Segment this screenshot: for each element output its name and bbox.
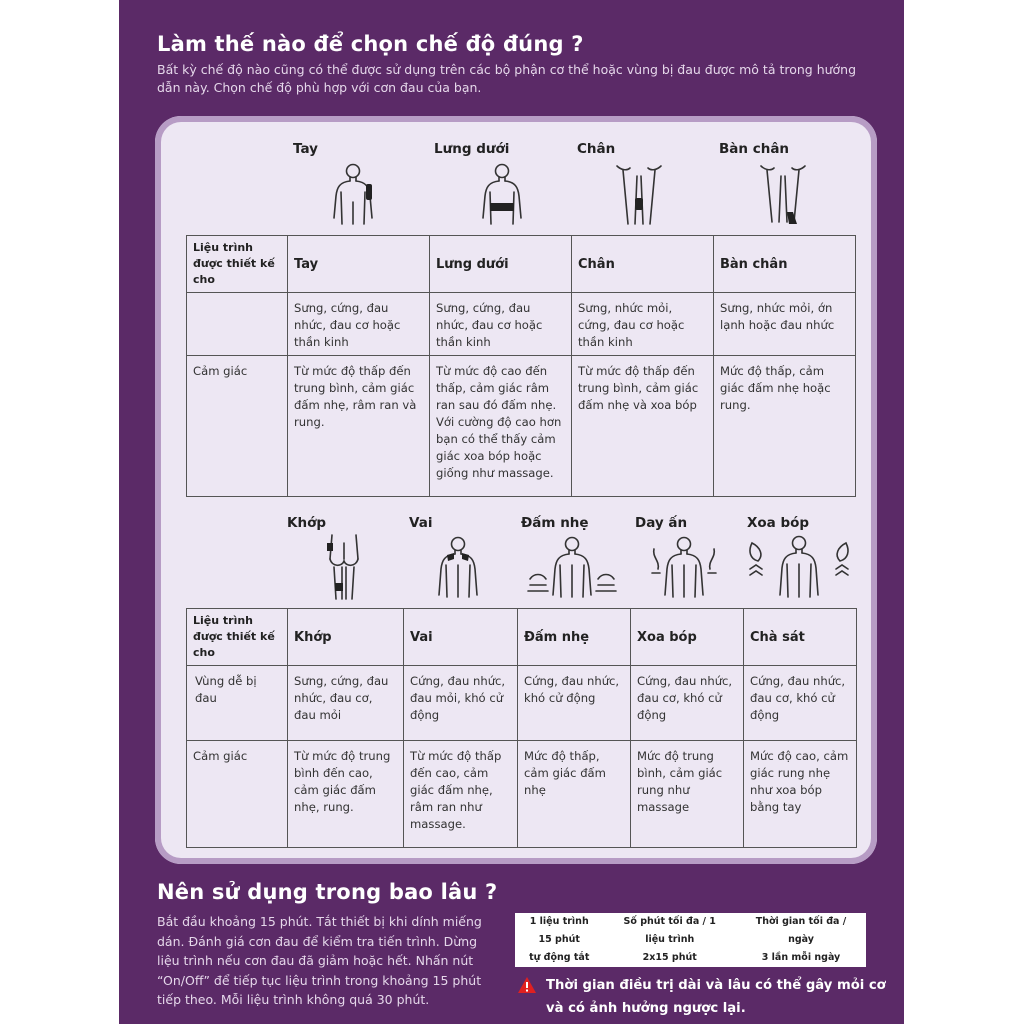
table-cell: Cứng, đau nhức, đau cơ, khó cử động <box>631 666 744 741</box>
table-row <box>515 949 866 967</box>
table-cell: Từ mức độ thấp đến cao, cảm giác đấm nhẹ, râm ran như massage. <box>404 741 518 848</box>
table-row <box>187 666 857 741</box>
figure-label-lung-duoi: Lưng dưới <box>434 141 510 157</box>
column-header: Bàn chân <box>714 236 856 293</box>
figure-label-dam-nhe: Đấm nhẹ <box>521 515 589 531</box>
timing-table <box>515 913 866 967</box>
section-title-duration: Nên sử dụng trong bao lâu ? <box>157 880 498 904</box>
table-row <box>515 913 866 931</box>
column-header: Chà sát <box>744 609 857 666</box>
table-cell: Từ mức độ thấp đến trung bình, cảm giác đấm nhẹ, râm ran và rung. <box>288 356 430 497</box>
mode-table-1 <box>186 235 856 497</box>
column-header: Tay <box>288 236 430 293</box>
foot-body-icon <box>759 162 807 228</box>
table-cell: Mức độ trung bình, cảm giác rung như massage <box>631 741 744 848</box>
table-row <box>187 741 857 848</box>
table-cell: Mức độ cao, cảm giác rung nhẹ như xoa bóp bằng tay <box>744 741 857 848</box>
intro-text: Bất kỳ chế độ nào cũng có thể được sử dụng trên các bộ phận cơ thể hoặc vùng bị đau được mô tả trong hướng dẫn này. Chọn chế độ phù hợp với cơn đau của bạn. <box>157 62 857 95</box>
figure-label-tay: Tay <box>293 141 318 157</box>
row-label <box>187 293 288 356</box>
warning-icon <box>517 976 537 994</box>
table-cell: Mức độ thấp, cảm giác đấm nhẹ <box>518 741 631 848</box>
table-cell: Sưng, cứng, đau nhức, đau cơ hoặc thần kinh <box>288 293 430 356</box>
figure-label-day-an: Day ấn <box>635 515 688 531</box>
table-cell: Cứng, đau nhức, đau cơ, khó cử động <box>744 666 857 741</box>
mode-table-2 <box>186 608 857 848</box>
timing-cell: Số phút tối đa / 1 <box>623 916 716 927</box>
table-cell: Mức độ thấp, cảm giác đấm nhẹ hoặc rung. <box>714 356 856 497</box>
row-label: Cảm giác <box>187 356 288 497</box>
shoulder-body-icon <box>434 535 482 599</box>
column-header: Chân <box>572 236 714 293</box>
duration-text: Bắt đầu khoảng 15 phút. Tắt thiết bị khi dính miếng dán. Đánh giá cơn đau để kiểm tra tiến trình. Dừng liệu trình nếu cơn đau đã giảm hoặc hết. Nhấn nút “On/Off” để tiếp tục liệu trình trong khoảng 15 phút tiếp theo. Mỗi liệu trình không quá 30 phút. <box>157 914 482 1007</box>
timing-cell: 1 liệu trình <box>529 916 589 927</box>
column-header: Xoa bóp <box>631 609 744 666</box>
table-cell: Từ mức độ trung bình đến cao, cảm giác đấm nhẹ, rung. <box>288 741 404 848</box>
row-label: Cảm giác <box>187 741 288 848</box>
timing-cell: liệu trình <box>645 934 695 945</box>
figure-label-xoa-bop: Xoa bóp <box>747 515 810 531</box>
row-label: Vùng dễ bị đau <box>187 666 288 741</box>
figure-label-vai: Vai <box>409 515 433 531</box>
leg-body-icon <box>615 162 663 228</box>
timing-cell: tự động tắt <box>529 952 590 963</box>
figure-label-chan: Chân <box>577 141 616 157</box>
table-cell: Sưng, nhức mỏi, cứng, đau cơ hoặc thần kinh <box>572 293 714 356</box>
warning-text: Thời gian điều trị dài và lâu có thể gây mỏi cơ và có ảnh hưởng ngược lại. <box>546 978 886 1016</box>
table-row <box>515 931 866 949</box>
timing-cell: Thời gian tối đa / <box>755 916 847 927</box>
kneading-body-icon <box>650 535 718 599</box>
timing-cell: ngày <box>788 934 814 945</box>
arm-body-icon <box>328 162 378 228</box>
table-cell: Từ mức độ thấp đến trung bình, cảm giác đấm nhẹ và xoa bóp <box>572 356 714 497</box>
table-row <box>187 293 856 356</box>
timing-cell: 3 lần mỗi ngày <box>761 952 841 963</box>
column-header: Vai <box>404 609 518 666</box>
tapping-body-icon <box>526 535 618 599</box>
table-cell: Sưng, cứng, đau nhức, đau cơ, đau mỏi <box>288 666 404 741</box>
massage-body-icon <box>746 533 852 599</box>
figure-label-khop: Khớp <box>287 515 327 531</box>
table-row <box>187 356 856 497</box>
table-cell: Từ mức độ cao đến thấp, cảm giác râm ran sau đó đấm nhẹ. Với cường độ cao hơn bạn có thể thấy cảm giác xoa bóp hoặc giống như massage. <box>430 356 572 497</box>
timing-cell: 15 phút <box>538 934 580 945</box>
column-header: Khớp <box>288 609 404 666</box>
table-cell: Sưng, cứng, đau nhức, đau cơ hoặc thần kinh <box>430 293 572 356</box>
figure-label-ban-chan: Bàn chân <box>719 141 790 157</box>
section-title-choose-mode: Làm thế nào để chọn chế độ đúng ? <box>157 32 584 56</box>
table-cell: Cứng, đau nhức, khó cử động <box>518 666 631 741</box>
table-cell: Sưng, nhức mỏi, ớn lạnh hoặc đau nhức <box>714 293 856 356</box>
lower-back-body-icon <box>477 162 527 228</box>
column-header: Đấm nhẹ <box>518 609 631 666</box>
timing-cell: 2x15 phút <box>642 952 697 963</box>
joint-body-icon <box>322 533 366 601</box>
corner-label: Liệu trình được thiết kế cho <box>187 609 288 666</box>
column-header: Lưng dưới <box>430 236 572 293</box>
corner-label: Liệu trình được thiết kế cho <box>187 236 288 293</box>
table-cell: Cứng, đau nhức, đau mỏi, khó cử động <box>404 666 518 741</box>
